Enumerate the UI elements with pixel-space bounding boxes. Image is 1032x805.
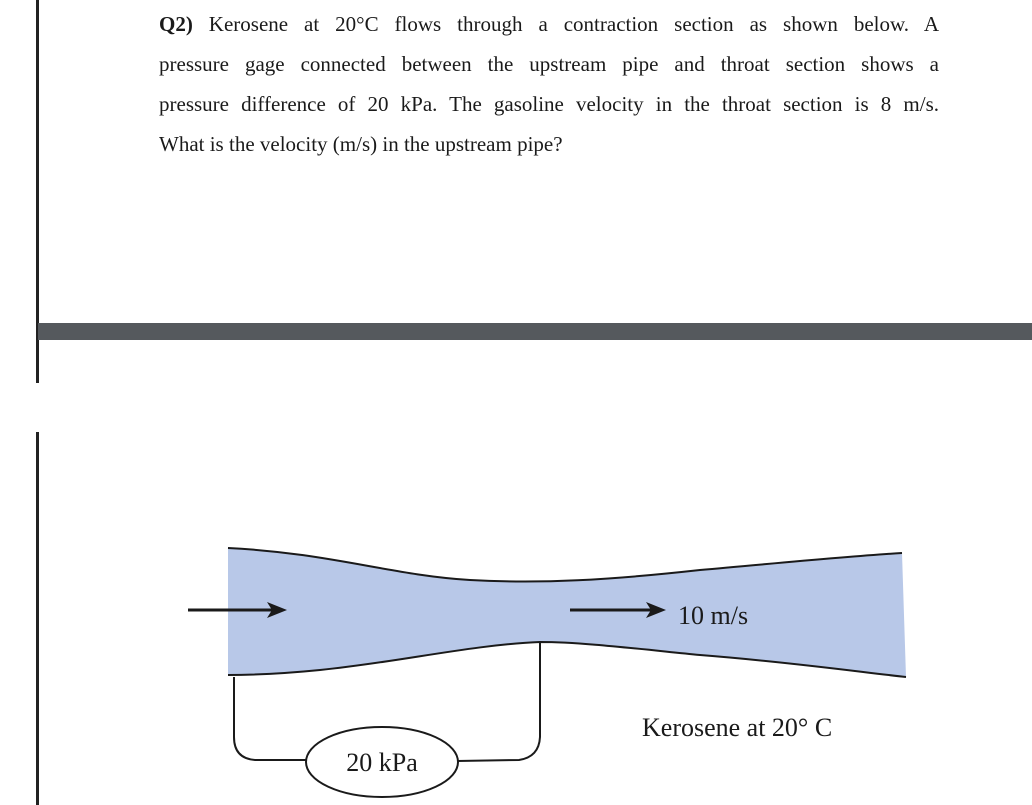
fluid-label: Kerosene at 20° C <box>642 713 833 742</box>
pipe-fluid-region <box>228 548 906 677</box>
question-line-3: pressure difference of 20 kPa. The gasoline velocity in the throat section is 8 m/s. <box>159 92 939 116</box>
question-line-1: Q2) Kerosene at 20°C flows through a contraction section as shown below. A <box>159 12 940 36</box>
gage-tube-right <box>457 643 540 761</box>
gage-label: 20 kPa <box>346 748 418 777</box>
gage-tube-left <box>234 677 307 760</box>
question-label: Q2) <box>159 12 193 36</box>
question-line-4: What is the velocity (m/s) in the upstream pipe? <box>159 132 563 156</box>
velocity-label: 10 m/s <box>678 601 749 630</box>
question-line-2: pressure gage connected between the upstream pipe and throat section shows a <box>159 52 939 76</box>
